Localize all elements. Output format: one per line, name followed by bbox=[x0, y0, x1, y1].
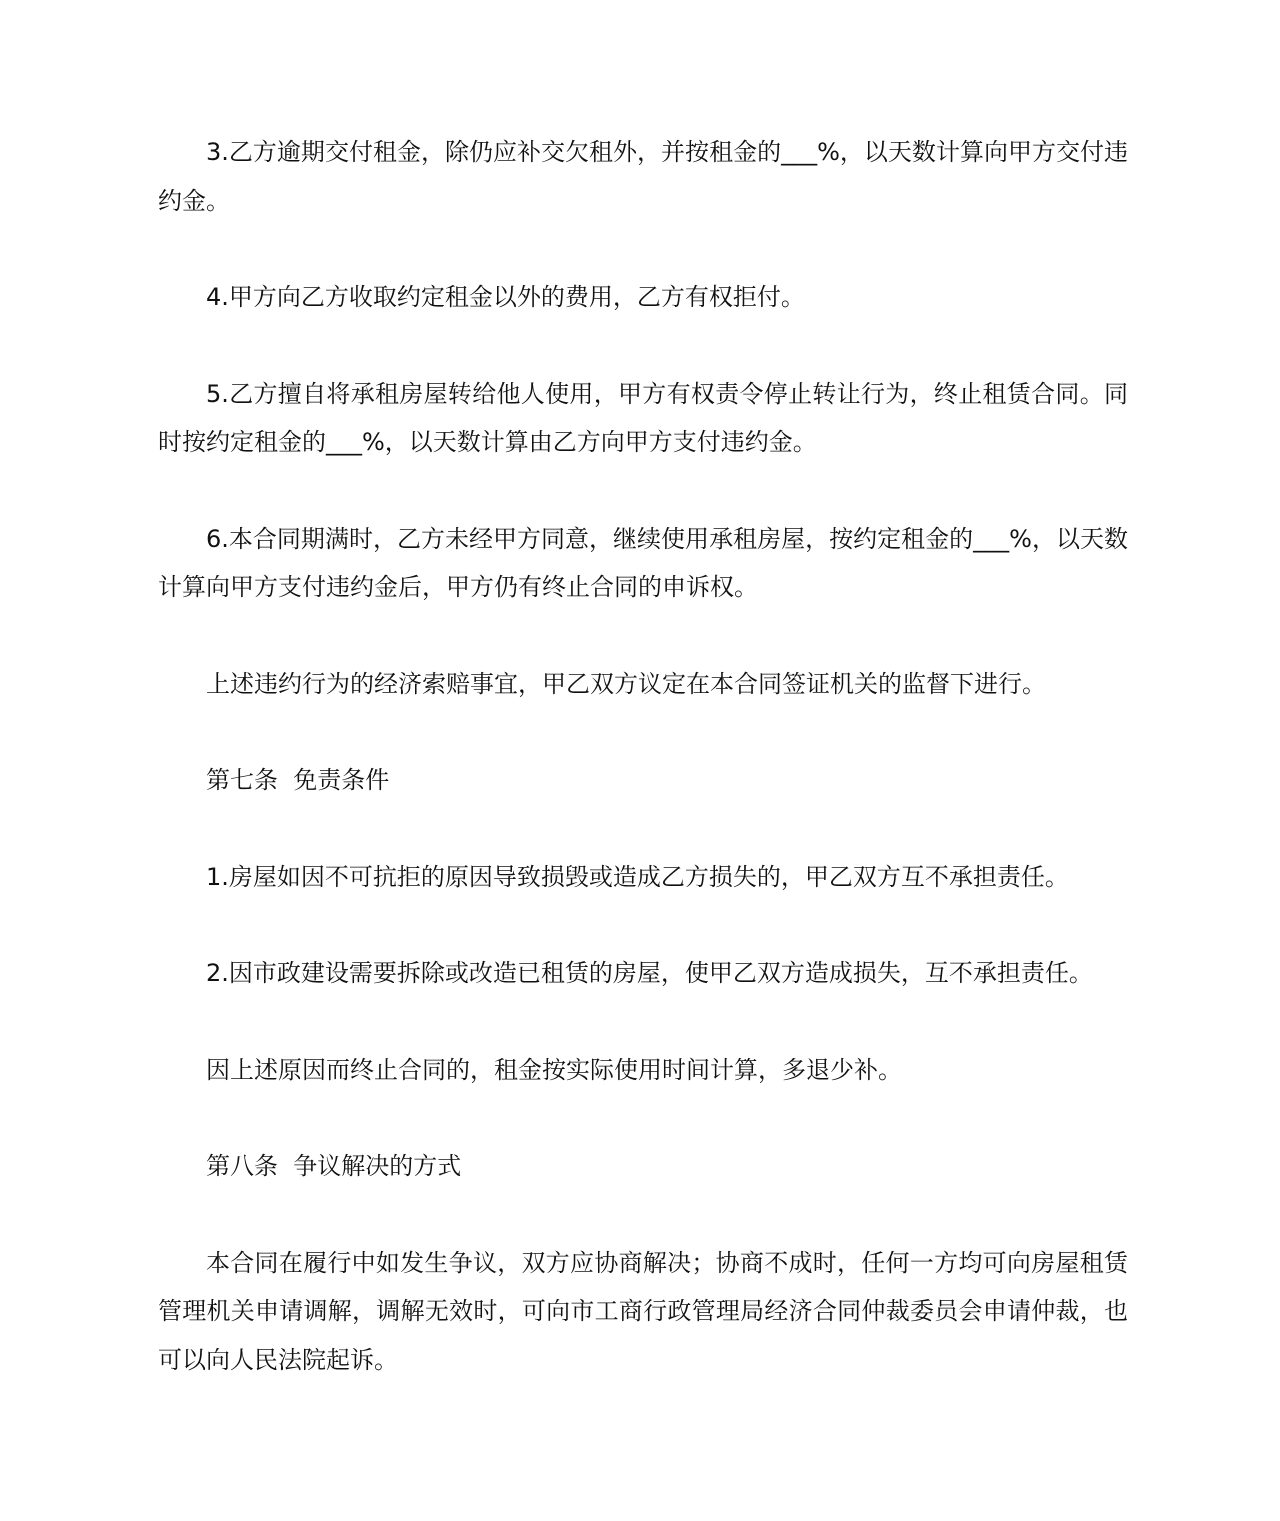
document-body bbox=[158, 128, 1128, 1432]
exemption-clause-1: 1.房屋如因不可抗拒的原因导致损毁或造成乙方损失的，甲乙双方互不承担责任。 bbox=[206, 862, 1069, 891]
termination-refund-note: 因上述原因而终止合同的，租金按实际使用时间计算，多退少补。 bbox=[206, 1055, 902, 1084]
clause-6-overstay: 6.本合同期满时，乙方未经甲方同意，继续使用承租房屋，按约定租金的___%，以天数计算向甲方支付违约金后，甲方仍有终止合同的申诉权。 bbox=[158, 524, 1128, 601]
dispute-resolution-text: 本合同在履行中如发生争议，双方应协商解决；协商不成时，任何一方均可向房屋租赁管理机关申请调解，调解无效时，可向市工商行政管理局经济合同仲裁委员会申请仲裁，也可以向人民法院起诉。 bbox=[158, 1248, 1128, 1374]
clause-3-late-rent: 3.乙方逾期交付租金，除仍应补交欠租外，并按租金的___%，以天数计算向甲方交付违约金。 bbox=[158, 138, 1128, 215]
breach-claims-note: 上述违约行为的经济索赔事宜，甲乙双方议定在本合同签证机关的监督下进行。 bbox=[206, 669, 1046, 698]
clause-4-extra-fees: 4.甲方向乙方收取约定租金以外的费用，乙方有权拒付。 bbox=[206, 283, 805, 311]
clause-5-sublet: 5.乙方擅自将承租房屋转给他人使用，甲方有权责令停止转让行为，终止租赁合同。同时按约定租金的___%，以天数计算由乙方向甲方支付违约金。 bbox=[158, 379, 1128, 456]
article-8-heading: 第八条 争议解决的方式 bbox=[206, 1152, 462, 1180]
exemption-clause-2: 2.因市政建设需要拆除或改造已租赁的房屋，使甲乙双方造成损失，互不承担责任。 bbox=[206, 959, 1093, 987]
article-7-heading: 第七条 免责条件 bbox=[206, 766, 390, 794]
